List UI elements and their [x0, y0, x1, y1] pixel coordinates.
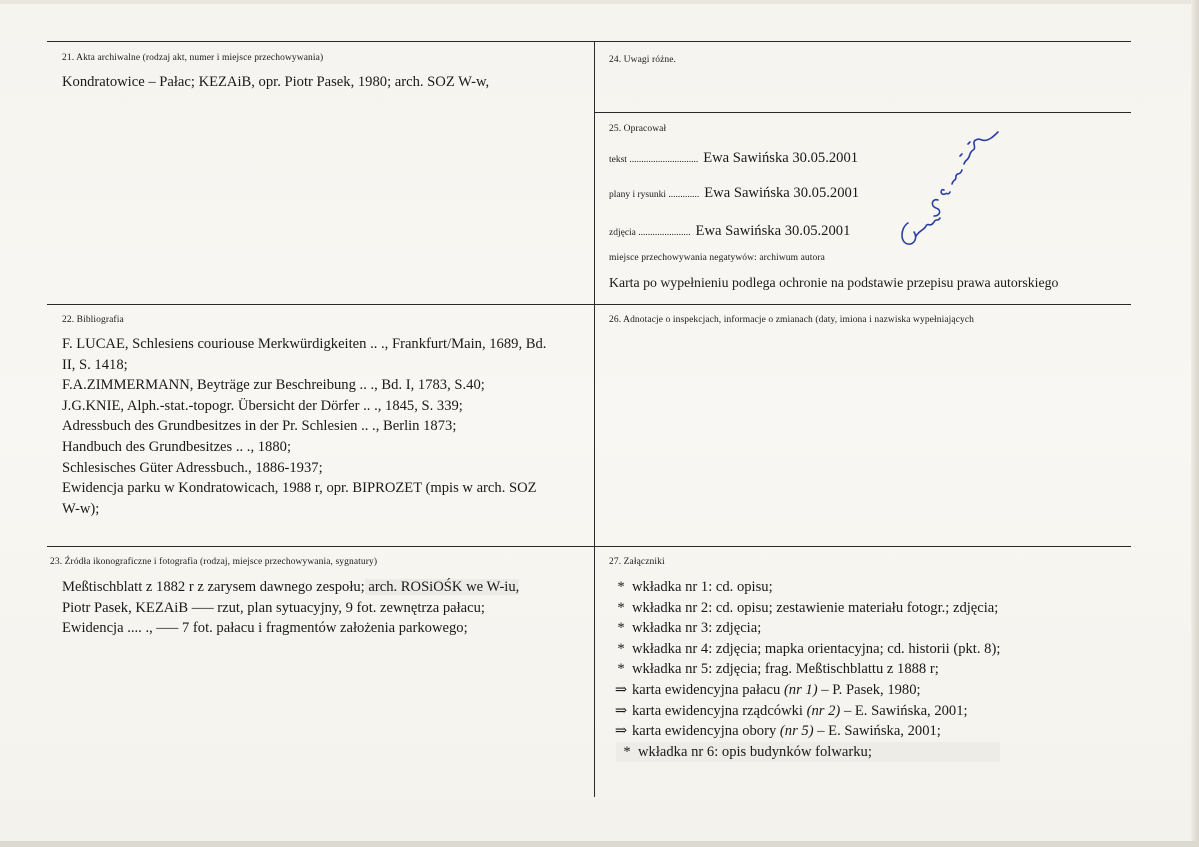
prepared-row-label: tekst ............................. [609, 155, 699, 165]
asterisk-icon: * [623, 743, 631, 760]
card-name: karta ewidencyjna rządcówki [632, 702, 807, 719]
card-author: – P. Pasek, 1980; [817, 681, 921, 698]
paper-edge [0, 0, 1199, 4]
attachments-list [610, 577, 1000, 762]
prepared-row-value: Ewa Sawińska 30.05.2001 [704, 185, 860, 201]
card-author: – E. Sawińska, 2001; [813, 723, 941, 740]
bibliography-line: Adressbuch des Grundbesitzes in der Pr. Schlesien .. ., Berlin 1873; [62, 418, 457, 435]
bibliography-line: F.A.ZIMMERMANN, Beyträge zur Beschreibung .. ., Bd. I, 1783, S.40; [62, 377, 485, 394]
section-23-label: 23. Źródła ikonograficzne i fotografia (rodzaj, miejsce przechowywania, sygnatury) [50, 557, 378, 567]
prepared-row-plans [609, 185, 859, 202]
paper-edge-bottom [0, 841, 1199, 847]
card-item [610, 680, 1000, 701]
bibliography-line: J.G.KNIE, Alph.-stat.-topogr. Übersicht der Dörfer .. ., 1845, S. 339; [62, 397, 463, 414]
paper-edge-right [1191, 0, 1199, 847]
prepared-row-photos [609, 223, 850, 240]
divider-row-3 [47, 546, 1131, 547]
bibliography-line: Handbuch des Grundbesitzes .. ., 1880; [62, 438, 291, 455]
bibliography-line: II, S. 1418; [62, 356, 128, 373]
arrow-right-icon: ⇒ [614, 702, 628, 719]
card-number: (nr 1) [783, 681, 818, 698]
section-22-label: 22. Bibliografia [62, 315, 124, 325]
source-line: Piotr Pasek, KEZAiB ––– rzut, plan sytuacyjny, 9 fot. zewnętrza pałacu; [62, 599, 485, 616]
section-24-label: 24. Uwagi różne. [609, 55, 677, 65]
column-divider [594, 41, 595, 797]
source-text: Meßtischblatt z 1882 r z zarysem dawnego zespołu; [62, 579, 365, 595]
card-author: – E. Sawińska, 2001; [840, 702, 968, 719]
attachment-text: wkładka nr 3: zdjęcia; [632, 620, 762, 637]
attachment-item [610, 618, 1000, 639]
bibliography-line: W-w); [62, 500, 100, 517]
attachment-text: wkładka nr 6: opis budynków folwarku; [638, 743, 872, 760]
card-number: (nr 5) [779, 723, 814, 740]
divider-24-25 [594, 112, 1131, 113]
attachment-item [616, 742, 1000, 763]
asterisk-icon: * [617, 620, 625, 637]
asterisk-icon: * [617, 661, 625, 678]
bibliography [62, 334, 546, 519]
bibliography-line: Ewidencja parku w Kondratowicach, 1988 r, opr. BIPROZET (mpis w arch. SOZ [62, 480, 537, 497]
handwritten-signature [890, 118, 1010, 258]
asterisk-icon: * [617, 579, 625, 595]
prepared-row-value: Ewa Sawińska 30.05.2001 [703, 150, 859, 166]
attachment-item [610, 598, 1000, 619]
card-item [610, 721, 1000, 742]
attachment-item [610, 639, 1000, 660]
source-line [62, 577, 519, 598]
prepared-row-value: Ewa Sawińska 30.05.2001 [695, 223, 851, 239]
card-name: karta ewidencyjna pałacu [632, 681, 784, 698]
card-name: karta ewidencyjna obory [632, 723, 780, 740]
iconographic-sources [62, 577, 519, 639]
section-27-label: 27. Załączniki [609, 557, 665, 567]
table-border-top [47, 41, 1131, 42]
copyright-note: Karta po wypełnieniu podlega ochronie na podstawie przepisu prawa autorskiego [609, 275, 1059, 290]
source-archive: arch. ROSiOŚK we W-iu, [364, 579, 520, 595]
bibliography-line: F. LUCAE, Schlesiens couriouse Merkwürdigkeiten .. ., Frankfurt/Main, 1689, Bd. [62, 336, 547, 352]
attachment-text: wkładka nr 2: cd. opisu; zestawienie materiału fotogr.; zdjęcia; [632, 599, 999, 616]
attachment-text: wkładka nr 5: zdjęcia; frag. Meßtischblattu z 1888 r; [632, 661, 939, 678]
attachment-item [610, 659, 1000, 680]
card-text [632, 701, 968, 722]
attachment-item [610, 577, 1000, 598]
prepared-row-label: plany i rysunki ............. [609, 190, 700, 200]
section-26-label: 26. Adnotacje o inspekcjach, informacje o zmianach (daty, imiona i nazwiska wypełniających [609, 315, 975, 325]
asterisk-icon: * [617, 599, 625, 616]
prepared-row-label: zdjęcia ...................... [609, 228, 691, 238]
bibliography-line: Schlesisches Güter Adressbuch., 1886-1937; [62, 459, 323, 476]
divider-row-2 [47, 304, 1131, 305]
card-text [632, 680, 921, 701]
section-21-text: Kondratowice – Pałac; KEZAiB, opr. Piotr Pasek, 1980; arch. SOZ W-w, [62, 74, 490, 90]
attachment-text: wkładka nr 1: cd. opisu; [632, 579, 773, 595]
attachment-text: wkładka nr 4: zdjęcia; mapka orientacyjna; cd. historii (pkt. 8); [632, 640, 1001, 657]
card-number: (nr 2) [806, 702, 841, 719]
prepared-row-text [609, 150, 858, 167]
source-line: Ewidencja .... ., ––– 7 fot. pałacu i fragmentów założenia parkowego; [62, 620, 468, 637]
section-25-label: 25. Opracował [609, 124, 667, 134]
arrow-right-icon: ⇒ [614, 723, 628, 740]
card-item [610, 701, 1000, 722]
negatives-storage: miejsce przechowywania negatywów: archiwum autora [609, 253, 825, 263]
asterisk-icon: * [617, 640, 625, 657]
card-text [632, 721, 941, 742]
section-21-label: 21. Akta archiwalne (rodzaj akt, numer i miejsce przechowywania) [62, 53, 324, 63]
arrow-right-icon: ⇒ [614, 681, 628, 698]
